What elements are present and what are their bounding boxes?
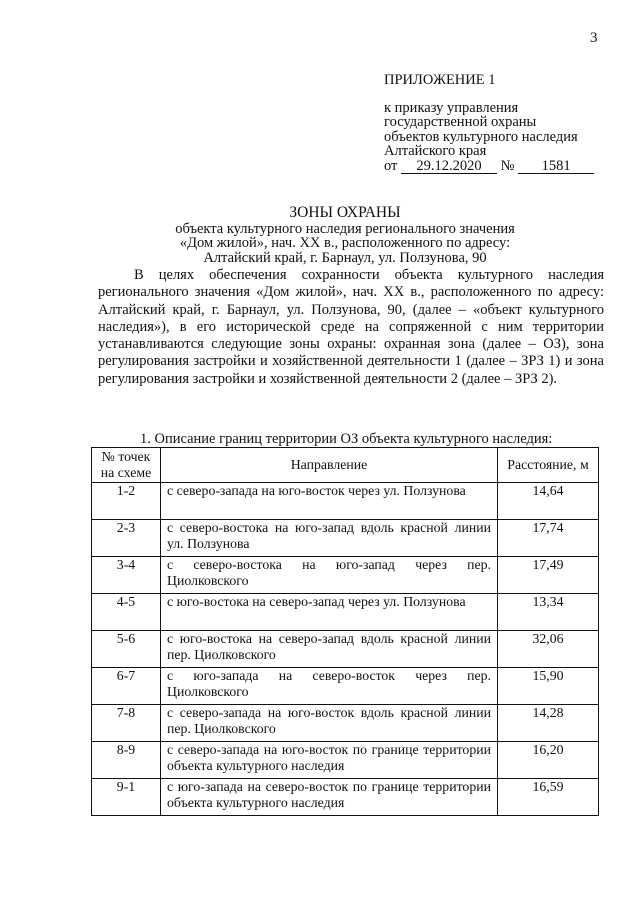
row-distance: 16,20	[498, 742, 599, 779]
row-distance: 17,74	[498, 520, 599, 557]
row-points: 3-4	[92, 557, 161, 594]
header-distance: Расстояние, м	[498, 448, 599, 483]
row-direction: с северо-востока на юго-запад через пер. Циолковского	[161, 557, 498, 594]
zones-subtitle-line: объекта культурного наследия регионального значения	[175, 220, 515, 237]
row-distance: 15,90	[498, 668, 599, 705]
table-row	[92, 631, 599, 668]
row-direction: с юго-запада на северо-восток через пер. Циолковского	[161, 668, 498, 705]
appendix-block	[384, 73, 594, 174]
appendix-line: государственной охраны	[384, 114, 537, 130]
appendix-title: ПРИЛОЖЕНИЕ 1	[384, 72, 496, 88]
page-number: 3	[590, 30, 598, 46]
zones-title: ЗОНЫ ОХРАНЫ	[289, 204, 401, 221]
row-points: 9-1	[92, 779, 161, 816]
table-row	[92, 483, 599, 520]
zones-heading	[150, 206, 540, 265]
row-points: 6-7	[92, 668, 161, 705]
zones-subtitle-line: «Дом жилой», нач. XX в., расположенного по адресу:	[179, 235, 511, 252]
date-prefix: от	[384, 157, 398, 174]
row-points: 2-3	[92, 520, 161, 557]
appendix-line: Алтайского края	[384, 143, 487, 159]
row-distance: 16,59	[498, 779, 599, 816]
table-row	[92, 779, 599, 816]
table-header-row	[92, 448, 599, 483]
row-direction: с юго-запада на северо-восток по границе территории объекта культурного наследия	[161, 779, 498, 816]
row-points: 5-6	[92, 631, 161, 668]
table-row	[92, 557, 599, 594]
row-points: 4-5	[92, 594, 161, 631]
row-points: 1-2	[92, 483, 161, 520]
number-sign: №	[500, 157, 515, 174]
table-caption: 1. Описание границ территории ОЗ объекта культурного наследия:	[140, 431, 553, 447]
header-direction: Направление	[161, 448, 498, 483]
row-distance: 13,34	[498, 594, 599, 631]
intro-paragraph: В целях обеспечения сохранности объекта культурного наследия регионального значения «Дом жилой», нач. XX в., расположенного по адресу: Алтайский край, г. Барнаул, ул. Ползунова, 90, (далее – «объект культурного наследия»), в его исторической среде на сопряженной с ним территории устанавливаются следующие зоны охраны: охранная зона (далее – ОЗ), зона регулирования застройки и хозяйственной деятельности 1 (далее – ЗРЗ 1) и зона регулирования застройки и хозяйственной деятельности 2 (далее – ЗРЗ 2).	[98, 267, 604, 387]
row-distance: 32,06	[498, 631, 599, 668]
table-row	[92, 742, 599, 779]
row-direction: с северо-востока на юго-запад вдоль красной линии ул. Ползунова	[161, 520, 498, 557]
appendix-line: объектов культурного наследия	[384, 128, 578, 145]
row-distance: 14,28	[498, 705, 599, 742]
row-direction: с юго-востока на северо-запад вдоль красной линии пер. Циолковского	[161, 631, 498, 668]
zones-subtitle-line: Алтайский край, г. Барнаул, ул. Ползунова, 90	[203, 249, 487, 266]
table-row	[92, 594, 599, 631]
order-number: 1581	[518, 160, 594, 174]
row-direction: с северо-запада на юго-восток по границе территории объекта культурного наследия	[161, 742, 498, 779]
row-distance: 17,49	[498, 557, 599, 594]
table-row	[92, 705, 599, 742]
row-points: 8-9	[92, 742, 161, 779]
boundary-table	[91, 447, 599, 816]
order-date: 29.12.2020	[401, 160, 497, 174]
row-points: 7-8	[92, 705, 161, 742]
row-distance: 14,64	[498, 483, 599, 520]
appendix-line: к приказу управления	[384, 99, 519, 116]
row-direction: с северо-запада на юго-восток вдоль красной линии пер. Циолковского	[161, 705, 498, 742]
appendix-date-line	[384, 159, 594, 174]
table-row	[92, 520, 599, 557]
row-direction: с северо-запада на юго-восток через ул. Ползунова	[161, 483, 498, 520]
row-direction: с юго-востока на северо-запад через ул. Ползунова	[161, 594, 498, 631]
table-row	[92, 668, 599, 705]
header-points: № точек на схеме	[92, 448, 161, 483]
